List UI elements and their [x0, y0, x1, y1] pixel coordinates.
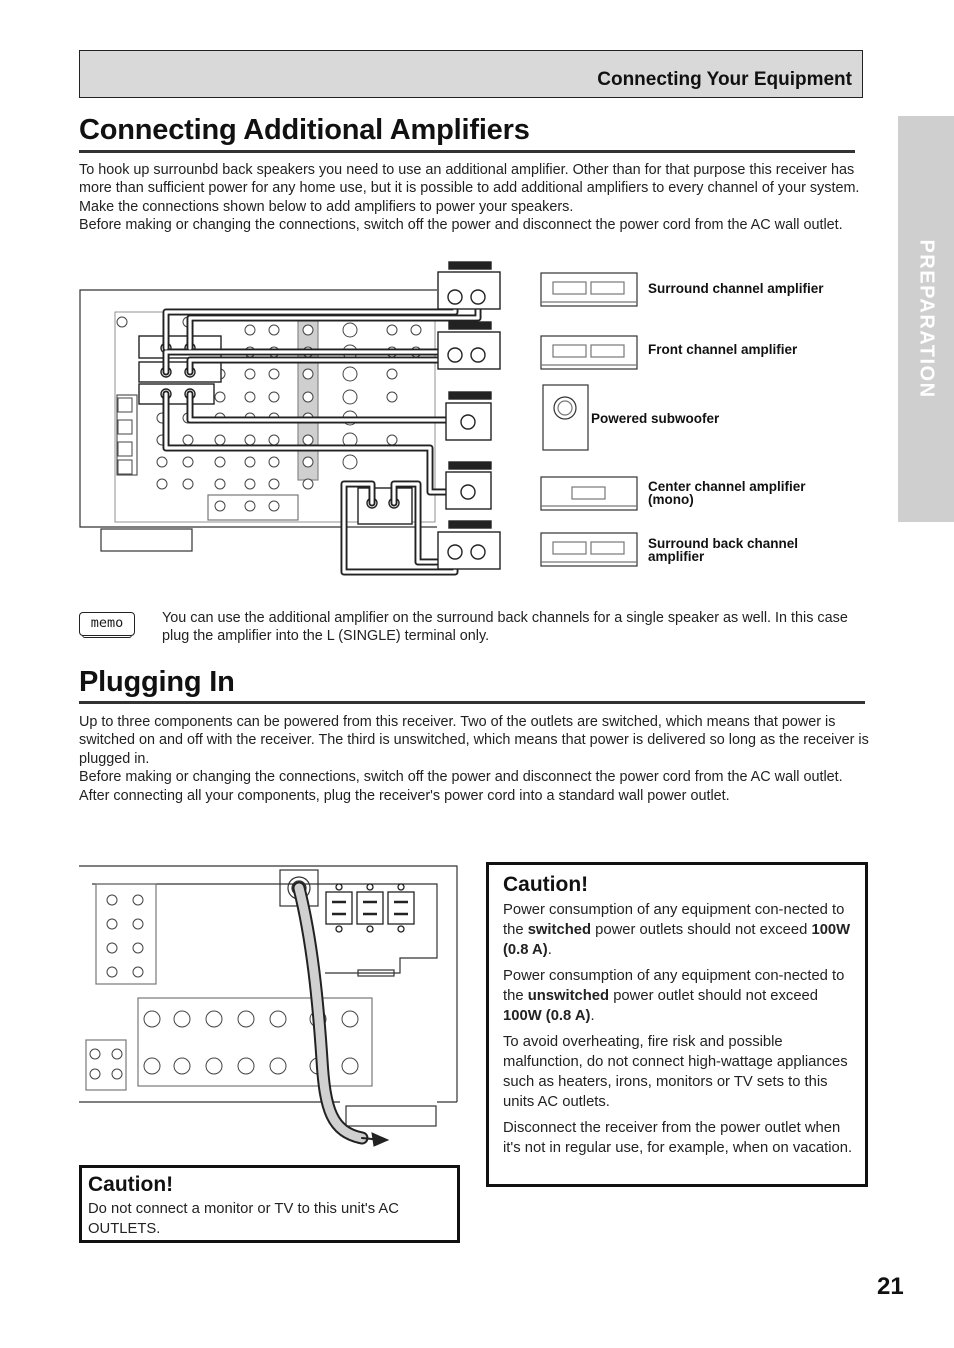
ac-outlets [326, 884, 414, 932]
intro-paragraph: Before making or changing the connections, switch off the power and disconnect the power cord from the AC wall outlet. [79, 217, 843, 234]
section-title-connecting-amplifiers: Connecting Additional Amplifiers [79, 114, 530, 146]
caution-title: Caution! [88, 1173, 174, 1196]
plugging-paragraph: After connecting all your components, plug the receiver's power cord into a standard wall power outlet. [79, 787, 730, 804]
label-surround-amplifier: Surround channel amplifier [648, 281, 824, 296]
caution-paragraph-switched: Power consumption of any equipment con-nected to the switched power outlets should not exceed 100W (0.8 A). [503, 902, 851, 958]
page-number: 21 [877, 1273, 904, 1300]
label-surround-back-amplifier: Surround back channel amplifier [648, 536, 799, 564]
plugging-paragraph: Before making or changing the connections, switch off the power and disconnect the power cord from the AC wall outlet. [79, 769, 843, 786]
caution-paragraph-disconnect: Disconnect the receiver from the power outlet when it's not in regular use, for example, when on vacation. [503, 1120, 853, 1156]
section-title-plugging-in: Plugging In [79, 666, 235, 698]
caution-text: Do not connect a monitor or TV to this unit's AC OUTLETS. [88, 1201, 399, 1237]
section-header-title: Connecting Your Equipment [597, 69, 852, 90]
label-center-amplifier: Center channel amplifier (mono) [648, 479, 806, 507]
side-tab-label: PREPARATION [915, 239, 938, 399]
plugging-paragraph: Up to three components can be powered from this receiver. Two of the outlets are switched, which means that power is switched on and off with the receiver. The third is unswitched, which means that power is delivered so long as the receiver is plugged in. [79, 714, 869, 767]
caution-paragraph-unswitched: Power consumption of any equipment con-nected to the unswitched power outlet should not exceed 100W (0.8 A). [503, 968, 845, 1024]
memo-badge-label: memo [79, 612, 135, 636]
intro-paragraph: To hook up surrounbd back speakers you need to use an additional amplifier. Other than for that purpose this receiver has more than sufficient power for any home use, but it is possible to add additional amplifiers to every channel of your system. Make the connections shown below to add amplifiers to power your speakers. [79, 162, 860, 215]
label-front-amplifier: Front channel amplifier [648, 342, 798, 357]
caution-body [503, 900, 855, 1164]
label-powered-subwoofer: Powered subwoofer [591, 411, 720, 426]
memo-text: You can use the additional amplifier on the surround back channels for a single speaker as well. In this case plug the amplifier into the L (SINGLE) terminal only. [162, 610, 848, 645]
caution-paragraph-overheating: To avoid overheating, fire risk and possible malfunction, do not connect high-wattage appliances such as heaters, irons, monitors or TV sets to this units AC outlets. [503, 1034, 848, 1110]
caution-box-power [486, 862, 868, 1187]
caution-box-monitor [79, 1165, 460, 1243]
caution-title: Caution! [503, 873, 589, 896]
